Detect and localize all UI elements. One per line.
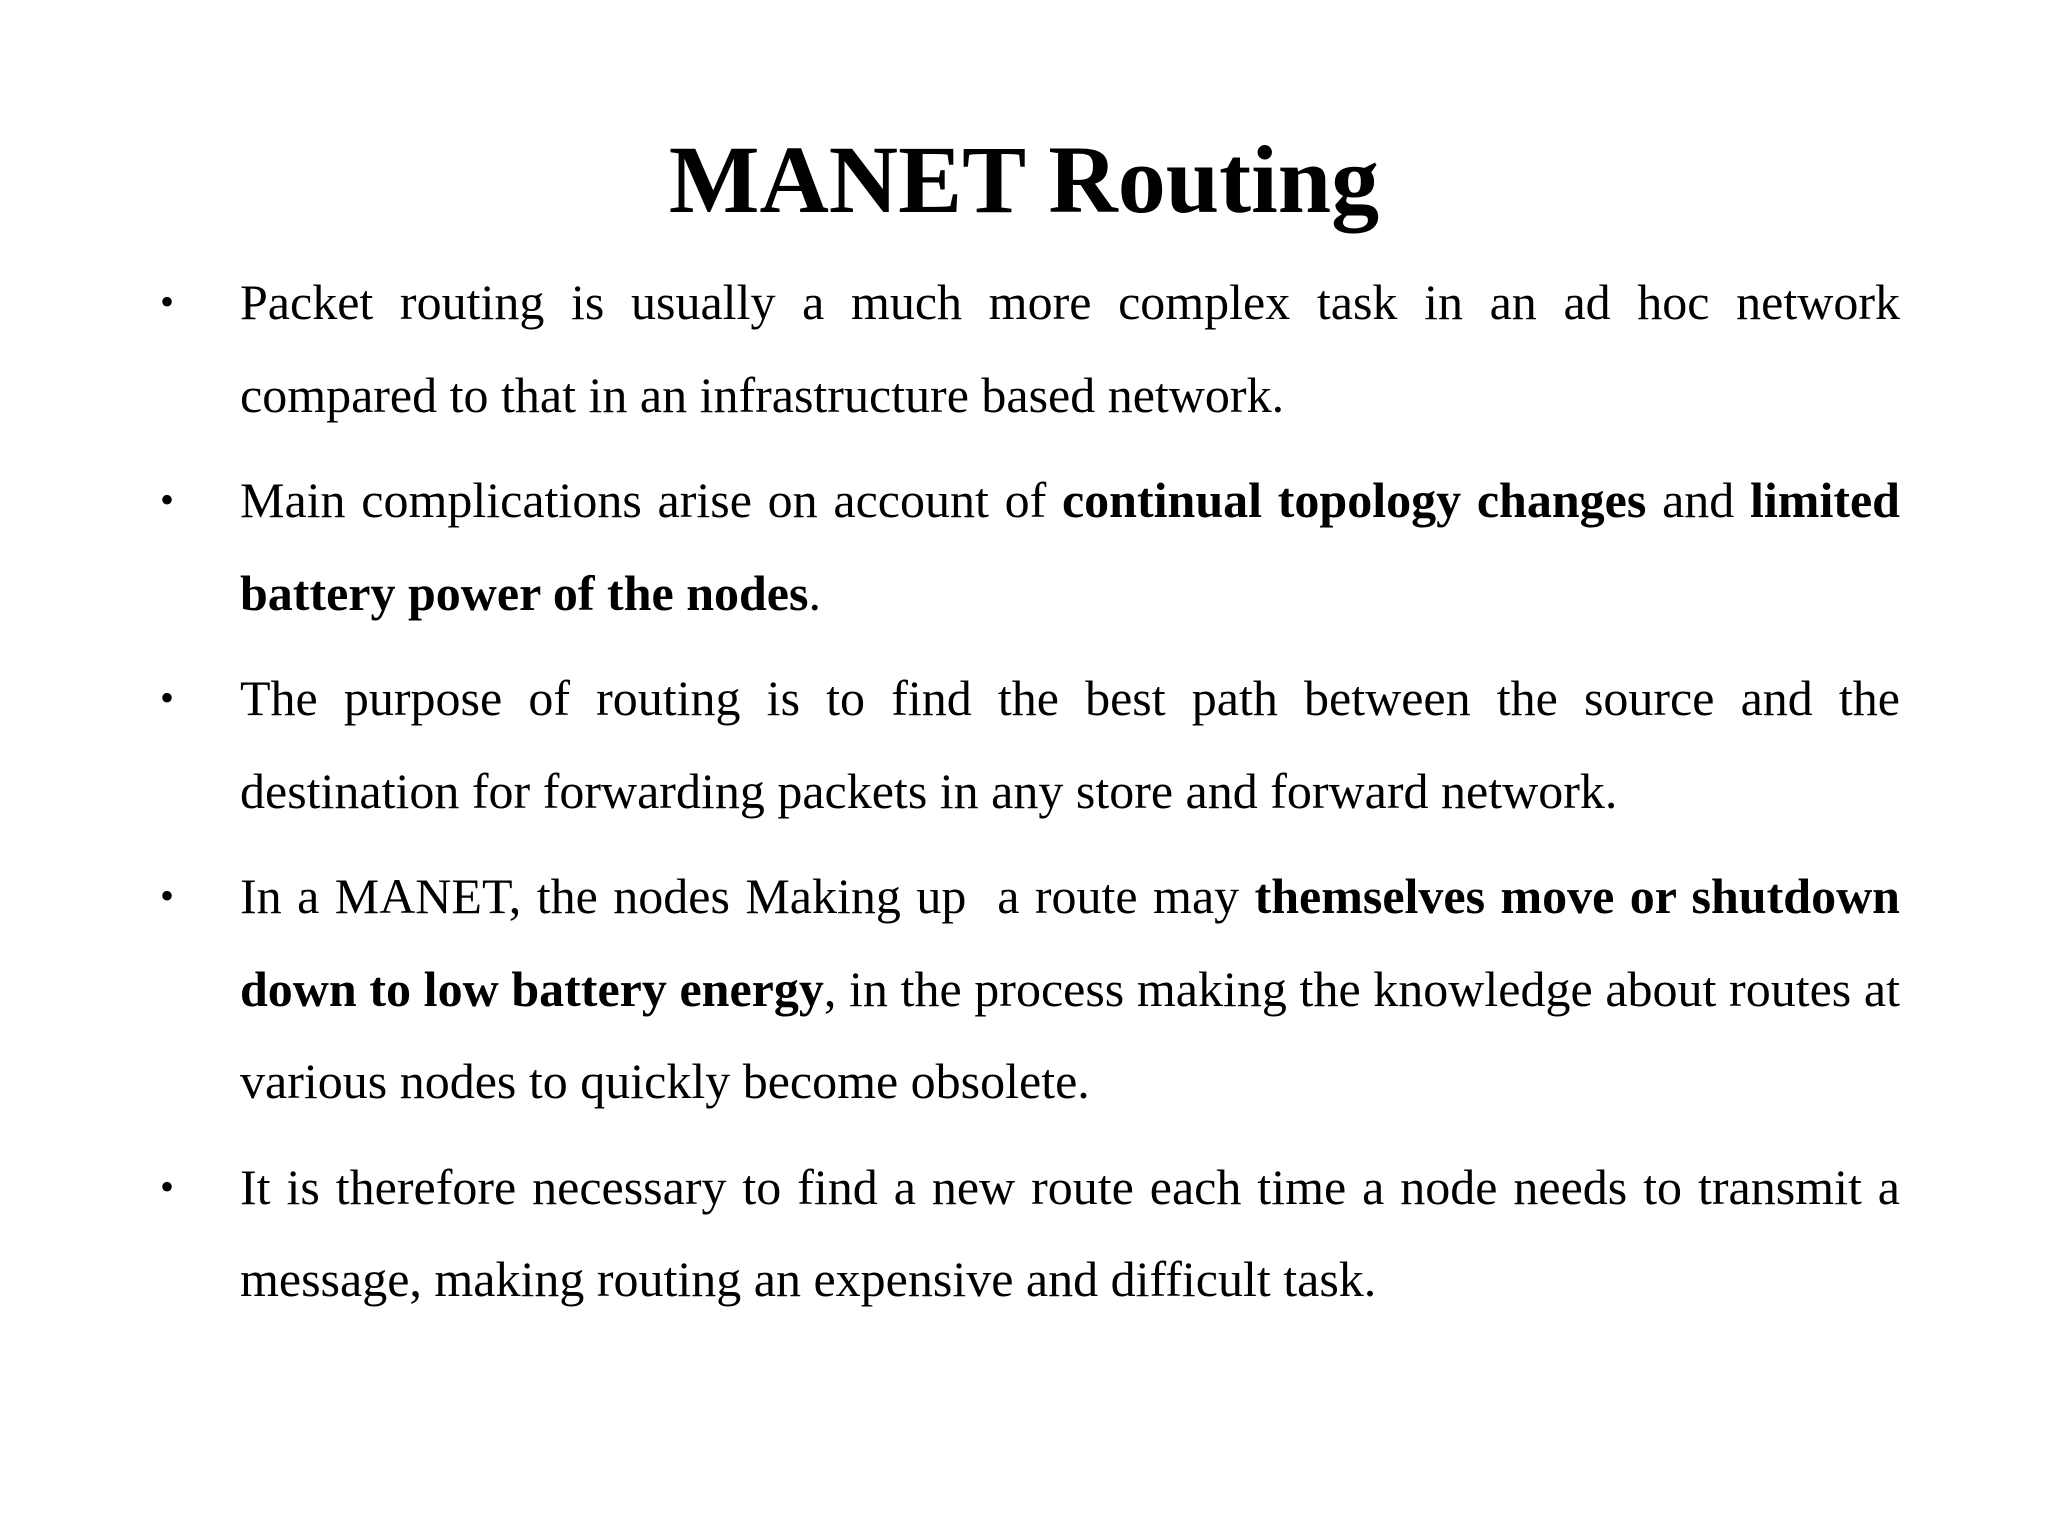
bullet-text: . [808,564,821,621]
bullet-item [160,652,1900,837]
bullet-dot-icon: • [160,675,175,720]
bullet-dot-icon: • [160,1163,175,1209]
bullet-text-bold: limited battery power of the nodes [240,472,1900,621]
bullet-text: Main complications arise on account of [240,472,1062,528]
bullet-text: The purpose of routing is to find the best path between the source and the destination for forwarding packets in any store and forward network. [240,670,1900,819]
bullet-text: , in the process making the knowledge about routes at various nodes to quickly become obsolete. [240,960,1900,1109]
bullet-list [160,256,1900,1339]
bullet-item [160,850,1900,1128]
bullet-dot-icon: • [160,279,175,324]
bullet-text: Packet routing is usually a much more complex task in an ad hoc network compared to that in an infrastructure based network. [240,274,1900,423]
slide-title: MANET Routing [668,126,1380,233]
bullet-text: In a MANET, the nodes Making up a route may [240,868,1255,924]
bullet-dot-icon: • [160,873,175,918]
bullet-item [160,1141,1900,1326]
bullet-text-bold: continual topology changes [1061,472,1647,528]
bullet-text: It is therefore necessary to find a new route each time a node needs to transmit a message, making routing an expensive and difficult task. [240,1158,1900,1307]
bullet-item [160,256,1900,441]
bullet-item [160,454,1900,639]
bullet-text-bold: themselves move or shutdown down to low battery energy [240,868,1900,1017]
bullet-dot-icon: • [160,477,175,522]
bullet-text: and [1646,472,1751,528]
